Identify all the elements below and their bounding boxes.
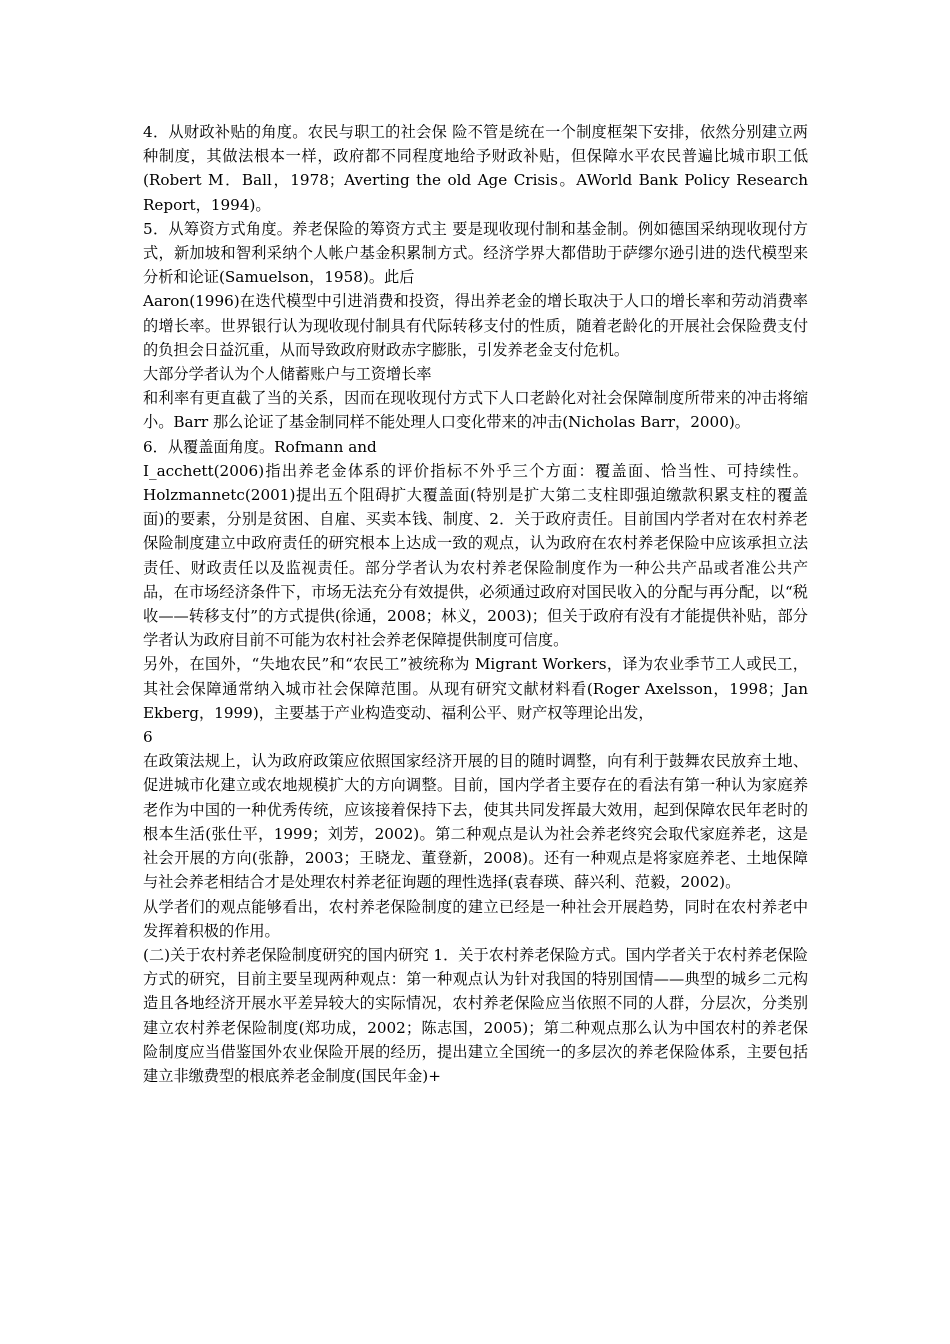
paragraph-aaron-model: Aaron(1996)在迭代模型中引进消费和投资，得出养老金的增长取决于人口的增长率和劳动消费率的增长率。世界银行认为现收现付制具有代际转移支付的性质，随着老龄化的开展社会保险费支付的负担会日益沉重，从而导致政府财政赤字膨胀，引发养老金支付危机。 — [143, 292, 808, 359]
paragraph-government-responsibility: I_acchett(2006)指出养老金体系的评价指标不外乎三个方面：覆盖面、恰当性、可持续性。Holzmannetc(2001)提出五个阻碍扩大覆盖面(特别是扩大第二支柱即强迫缴款积累支柱的覆盖面)的要素，分别是贫困、自雇、买卖本钱、制度、2．关于政府责任。目前国内学者对在农村养老保险制度建立中政府责任的研究根本上达成一致的观点，认为政府在农村养老保险中应该承担立法责任、财政责任以及监视责任。部分学者认为农村养老保险制度作为一种公共产品或者准公共产品，在市场经济条件下，市场无法充分有效提供，必须通过政府对国民收入的分配与再分配，以“税收——转移支付”的方式提供(徐通，2008；林义，2003)；但关于政府有没有才能提供补贴，部分学者认为政府目前不可能为农村社会养老保障提供制度可信度。 — [143, 461, 808, 650]
paragraph-number-six: 6 — [143, 728, 153, 747]
paragraph-funding-method: 5．从筹资方式角度。养老保险的筹资方式主 要是现收现付制和基金制。例如德国采纳现收现付方式，新加坡和智利采纳个人帐户基金积累制方式。经济学界大都借助于萨缪尔逊引进的迭代模型来分析和论证(Samuelson，1958)。此后 — [143, 219, 808, 287]
paragraph-migrant-workers: 另外，在国外，“失地农民”和“农民工”被统称为 Migrant Workers，译为农业季节工人或民工，其社会保障通常纳入城市社会保障范围。从现有研究文献材料看(Roger Axelsson，1998；Jan Ekberg，1999)，主要基于产业构造变动、福利公平、财产权等理论出发， — [143, 655, 808, 722]
document-body — [143, 120, 808, 1088]
paragraph-barr-argument: 和利率有更直截了当的关系，因而在现收现付方式下人口老龄化对社会保障制度所带来的冲击将缩小。Barr 那么论证了基金制同样不能处理人口变化带来的冲击(Nicholas Barr，2000)。 — [143, 389, 808, 432]
paragraph-coverage-heading: 6．从覆盖面角度。Rofmann and — [143, 437, 377, 456]
paragraph-scholar-views: 从学者们的观点能够看出，农村养老保险制度的建立已经是一种社会开展趋势，同时在农村养老中发挥着积极的作用。 — [143, 897, 808, 940]
paragraph-policy-regulations: 在政策法规上，认为政府政策应依照国家经济开展的目的随时调整，向有利于鼓舞农民放弃土地、促进城市化建立或农地规模扩大的方向调整。目前，国内学者主要存在的看法有第一种认为家庭养老作为中国的一种优秀传统，应该接着保持下去，使其共同发挥最大效用，起到保障农民年老时的根本生活(张仕平，1999；刘芳，2002)。第二种观点是认为社会养老终究会取代家庭养老，这是社会开展的方向(张静，2003；王晓龙、董登新，2008)。还有一种观点是将家庭养老、土地保障与社会养老相结合才是处理农村养老征询题的理性选择(袁春瑛、薛兴利、范毅，2002)。 — [143, 752, 808, 892]
paragraph-fiscal-subsidy: 4．从财政补贴的角度。农民与职工的社会保 险不管是统在一个制度框架下安排，依然分别建立两种制度，其做法根本一样，政府都不同程度地给予财政补贴，但保障水平农民普遍比城市职工低(Robert M．Ball，1978；Averting the old Age Crisis。AWorld Bank Policy Research Report，1994)。 — [143, 123, 808, 214]
paragraph-savings-accounts: 大部分学者认为个人储蓄账户与工资增长率 — [143, 365, 432, 384]
paragraph-domestic-research: (二)关于农村养老保险制度研究的国内研究 1．关于农村养老保险方式。国内学者关于农村养老保险方式的研究，目前主要呈现两种观点：第一种观点认为针对我国的特别国情——典型的城乡二元构造且各地经济开展水平差异较大的实际情况，农村养老保险应当依照不同的人群，分层次，分类别建立农村养老保险制度(郑功成，2002；陈志国，2005)；第二种观点那么认为中国农村的养老保险制度应当借鉴国外农业保险开展的经历，提出建立全国统一的多层次的养老保险体系，主要包括建立非缴费型的根底养老金制度(国民年金)+ — [143, 945, 808, 1085]
